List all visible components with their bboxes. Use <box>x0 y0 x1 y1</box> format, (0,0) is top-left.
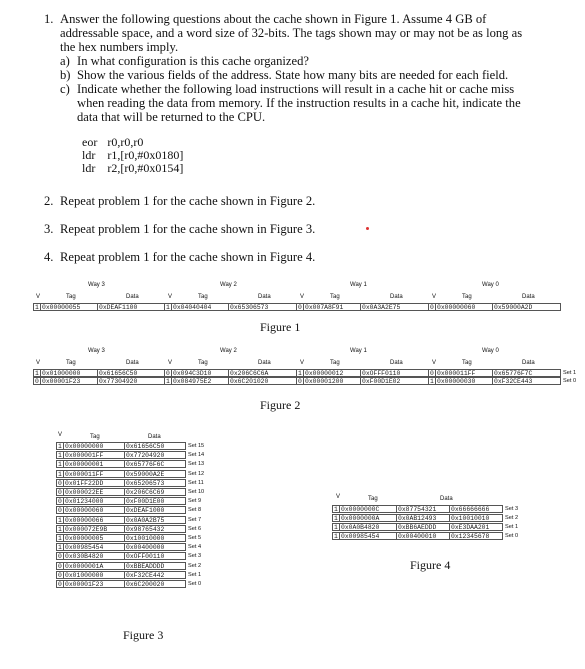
tag-cell: 0x00985454 <box>339 532 397 540</box>
set-label: Set 7 <box>188 516 202 523</box>
set-label: Set 2 <box>188 562 202 569</box>
data-cell: 0x0A0A2B75 <box>124 516 186 524</box>
data-cell: 0x61656C50 <box>124 442 186 450</box>
data-cell: 0x6C200020 <box>124 580 186 588</box>
figure-3-caption: Figure 3 <box>123 628 164 642</box>
valid-bit: 0 <box>56 580 64 588</box>
data-cell: 0xF00D1E02 <box>360 377 429 385</box>
q3-number: 3. <box>44 222 54 236</box>
data-cell: 0x59000A2E <box>124 470 186 478</box>
col-header-tag: Tag <box>368 496 378 502</box>
red-dot-mark <box>366 227 369 230</box>
valid-bit: 0 <box>56 562 64 570</box>
q1c-label: c) <box>60 82 70 96</box>
set-label: Set 9 <box>188 498 202 505</box>
tag-cell: 0x000001FF <box>63 451 125 459</box>
valid-bit: 0 <box>56 571 64 579</box>
tag-cell: 0x0000000A <box>339 514 397 522</box>
set-label: Set 5 <box>188 535 202 541</box>
col-header-v: V <box>300 360 305 366</box>
set-label: Set 0 <box>188 581 202 587</box>
data-cell: 0x00400000 <box>124 543 186 551</box>
way-label: Way 3 <box>88 348 105 354</box>
set-label: Set 1 <box>188 571 202 578</box>
valid-bit: 1 <box>56 543 64 551</box>
valid-bit: 1 <box>332 523 340 531</box>
figure-3 <box>0 432 250 662</box>
valid-bit: 1 <box>164 303 172 311</box>
tag-cell: 0x00000012 <box>303 369 361 377</box>
q1c-line: Indicate whether the following load instructions will result in a cache hit or cache miss <box>77 82 515 96</box>
data-cell: 0x206C6C6A <box>228 369 297 377</box>
valid-bit: 1 <box>56 470 64 478</box>
tag-cell: 0x00000066 <box>63 516 125 524</box>
data-cell: 0x10010000 <box>124 534 186 542</box>
valid-bit: 0 <box>428 369 436 377</box>
tag-cell: 0x007A8F91 <box>303 303 361 311</box>
q1a-label: a) <box>60 54 70 68</box>
tag-cell: 0x01FF22DD <box>63 479 125 487</box>
col-header-tag: Tag <box>462 360 472 366</box>
data-cell: 0x66666666 <box>449 505 503 513</box>
q2-text: Repeat problem 1 for the cache shown in Figure 2. <box>60 194 316 208</box>
valid-bit: 1 <box>56 460 64 468</box>
col-header-data: Data <box>522 360 535 366</box>
valid-bit: 0 <box>56 506 64 514</box>
code-args: r1,[r0,#0x0180] <box>107 148 184 162</box>
valid-bit: 1 <box>56 534 64 542</box>
way-label: Way 0 <box>482 282 499 288</box>
data-cell: 0x87754321 <box>396 505 450 513</box>
set-label: Set 3 <box>505 506 519 512</box>
q1-line: Answer the following questions about the cache shown in Figure 1. Assume 4 GB of <box>60 12 487 26</box>
data-cell: 0xDEAF1000 <box>124 506 186 514</box>
data-cell: 0x59000A2D <box>492 303 561 311</box>
data-cell: 0x206C6C69 <box>124 488 186 496</box>
col-header-tag: Tag <box>330 294 340 300</box>
q1-line: the hex numbers imply. <box>60 40 179 54</box>
q1b-text: Show the various fields of the address. State how many bits are needed for each field. <box>77 68 509 82</box>
col-header-tag: Tag <box>198 294 208 300</box>
tag-cell: 0x00000055 <box>40 303 98 311</box>
col-header-data: Data <box>522 294 535 300</box>
tag-cell: 0x0000001A <box>63 562 125 570</box>
data-cell: 0x00400010 <box>396 532 450 540</box>
set-label: Set 1 <box>563 370 577 376</box>
set-label: Set 1 <box>505 524 519 530</box>
set-label: Set 4 <box>188 544 202 551</box>
data-cell: 0x65776F6C <box>124 460 186 468</box>
data-cell: 0xOFFF0110 <box>360 369 429 377</box>
tag-cell: 0x00000001 <box>63 460 125 468</box>
valid-bit: 0 <box>56 552 64 560</box>
tag-cell: 0x00000000 <box>63 442 125 450</box>
set-label: Set 14 <box>188 452 205 459</box>
data-cell: 0x98765432 <box>124 525 186 533</box>
q1c-line: data that will be returned to the CPU. <box>77 110 266 124</box>
tag-cell: 0x01000000 <box>40 369 98 377</box>
tag-cell: 0x00001F23 <box>63 580 125 588</box>
tag-cell: 0x094C3D10 <box>171 369 229 377</box>
tag-cell: 0x000072E9B <box>63 525 125 533</box>
way-label: Way 3 <box>88 282 105 288</box>
col-header-v: V <box>432 294 437 300</box>
data-cell: 0xOFF00110 <box>124 552 186 560</box>
tag-cell: 0x00000060 <box>63 506 125 514</box>
set-label: Set 12 <box>188 470 205 477</box>
data-cell: 0x0AB12493 <box>396 514 450 522</box>
tag-cell: 0x0000000C <box>339 505 397 513</box>
valid-bit: 1 <box>332 514 340 522</box>
data-cell: 0xBBEADDDD <box>124 562 186 570</box>
q1c-text <box>77 82 557 124</box>
way-label: Way 2 <box>220 348 237 354</box>
col-header-data: Data <box>126 294 139 300</box>
col-header-v: V <box>168 360 173 366</box>
code-op: ldr <box>82 148 96 162</box>
data-cell: 0x0A3A2E75 <box>360 303 429 311</box>
col-header-data: Data <box>390 360 403 366</box>
tag-cell: 0x01000000 <box>63 571 125 579</box>
tag-cell: 0x030B4820 <box>63 552 125 560</box>
valid-bit: 0 <box>33 377 41 385</box>
data-cell: 0x65206573 <box>124 479 186 487</box>
valid-bit: 1 <box>56 516 64 524</box>
valid-bit: 1 <box>332 505 340 513</box>
figure-4-caption: Figure 4 <box>410 558 451 572</box>
valid-bit: 0 <box>56 497 64 505</box>
col-header-data: Data <box>148 434 161 440</box>
col-header-tag: Tag <box>90 434 100 440</box>
code-args: r0,r0,r0 <box>107 135 144 149</box>
valid-bit: 1 <box>33 369 41 377</box>
q3-text: Repeat problem 1 for the cache shown in Figure 3. <box>60 222 316 236</box>
way-label: Way 1 <box>350 282 367 288</box>
figure-1-caption: Figure 1 <box>260 320 301 334</box>
tag-cell: 0x00000005 <box>63 534 125 542</box>
data-cell: 0xE3DAA201 <box>449 523 503 531</box>
q1-text <box>60 12 560 54</box>
col-header-data: Data <box>258 294 271 300</box>
data-cell: 0x65776F7C <box>492 369 561 377</box>
valid-bit: 1 <box>56 442 64 450</box>
valid-bit: 1 <box>56 451 64 459</box>
col-header-v: V <box>300 294 305 300</box>
data-cell: 0xF32CE442 <box>124 571 186 579</box>
set-label: Set 6 <box>188 525 202 532</box>
q1-line: addressable space, and a word size of 32-bits. The tags shown may or may not be as long as <box>60 26 523 40</box>
col-header-v: V <box>168 294 173 300</box>
data-cell: 0xF32CE443 <box>492 377 561 385</box>
code-op: ldr <box>82 161 96 175</box>
valid-bit: 1 <box>164 377 172 385</box>
q4-text: Repeat problem 1 for the cache shown in Figure 4. <box>60 250 316 264</box>
tag-cell: 0x01234000 <box>63 497 125 505</box>
valid-bit: 0 <box>56 488 64 496</box>
set-label: Set 0 <box>563 378 577 384</box>
set-label: Set 2 <box>505 515 519 521</box>
valid-bit: 0 <box>56 479 64 487</box>
set-label: Set 11 <box>188 479 204 486</box>
tag-cell: 0x00000060 <box>435 303 493 311</box>
valid-bit: 1 <box>428 377 436 385</box>
data-cell: 0x6C201020 <box>228 377 297 385</box>
set-label: Set 10 <box>188 489 205 495</box>
col-header-tag: Tag <box>66 294 76 300</box>
col-header-v: V <box>432 360 437 366</box>
figure-2 <box>0 346 585 416</box>
code-op: eor <box>82 135 98 149</box>
way-label: Way 2 <box>220 282 237 288</box>
col-header-data: Data <box>440 496 453 502</box>
col-header-v: V <box>36 360 41 366</box>
set-label: Set 15 <box>188 443 205 449</box>
set-label: Set 0 <box>505 533 519 539</box>
valid-bit: 1 <box>33 303 41 311</box>
set-label: Set 3 <box>188 553 202 560</box>
q1a-text: In what configuration is this cache organized? <box>77 54 309 68</box>
data-cell: 0xBB6AEDDD <box>396 523 450 531</box>
col-header-v: V <box>58 432 63 438</box>
col-header-tag: Tag <box>462 294 472 300</box>
code-block <box>82 136 193 175</box>
valid-bit: 0 <box>164 369 172 377</box>
tag-cell: 0x000022EE <box>63 488 125 496</box>
valid-bit: 1 <box>332 532 340 540</box>
col-header-tag: Tag <box>66 360 76 366</box>
data-cell: 0x77204920 <box>124 451 186 459</box>
tag-cell: 0x00001200 <box>303 377 361 385</box>
col-header-data: Data <box>126 360 139 366</box>
valid-bit: 1 <box>296 369 304 377</box>
way-label: Way 0 <box>482 348 499 354</box>
tag-cell: 0x000011FF <box>63 470 125 478</box>
valid-bit: 0 <box>296 303 304 311</box>
data-cell: 0x65306573 <box>228 303 297 311</box>
data-cell: 0x61656C50 <box>97 369 165 377</box>
q1b-label: b) <box>60 68 71 82</box>
data-cell: 0x12345678 <box>449 532 503 540</box>
valid-bit: 1 <box>56 525 64 533</box>
col-header-data: Data <box>390 294 403 300</box>
set-label: Set 8 <box>188 507 202 514</box>
tag-cell: 0x0A0B4820 <box>339 523 397 531</box>
col-header-v: V <box>336 494 341 500</box>
data-cell: 0x77304920 <box>97 377 165 385</box>
tag-cell: 0x00001F23 <box>40 377 98 385</box>
figure-2-caption: Figure 2 <box>260 398 301 412</box>
tag-cell: 0x04040404 <box>171 303 229 311</box>
valid-bit: 0 <box>296 377 304 385</box>
data-cell: 0x10010010 <box>449 514 503 522</box>
col-header-data: Data <box>258 360 271 366</box>
data-cell: 0xF00D1E00 <box>124 497 186 505</box>
figure-4 <box>330 492 585 582</box>
col-header-v: V <box>36 294 41 300</box>
col-header-tag: Tag <box>330 360 340 366</box>
tag-cell: 0x00985454 <box>63 543 125 551</box>
valid-bit: 0 <box>428 303 436 311</box>
q4-number: 4. <box>44 250 54 264</box>
tag-cell: 0x084975E2 <box>171 377 229 385</box>
way-label: Way 1 <box>350 348 367 354</box>
q1-number: 1. <box>44 12 54 26</box>
tag-cell: 0x000011FF <box>435 369 493 377</box>
q1c-line: when reading the data from memory. If the instruction results in a cache hit, indicate the <box>77 96 521 110</box>
figure-1 <box>0 280 585 340</box>
code-args: r2,[r0,#0x0154] <box>107 161 184 175</box>
tag-cell: 0x00000030 <box>435 377 493 385</box>
q2-number: 2. <box>44 194 54 208</box>
data-cell: 0xDEAF1100 <box>97 303 165 311</box>
col-header-tag: Tag <box>198 360 208 366</box>
set-label: Set 13 <box>188 461 205 468</box>
